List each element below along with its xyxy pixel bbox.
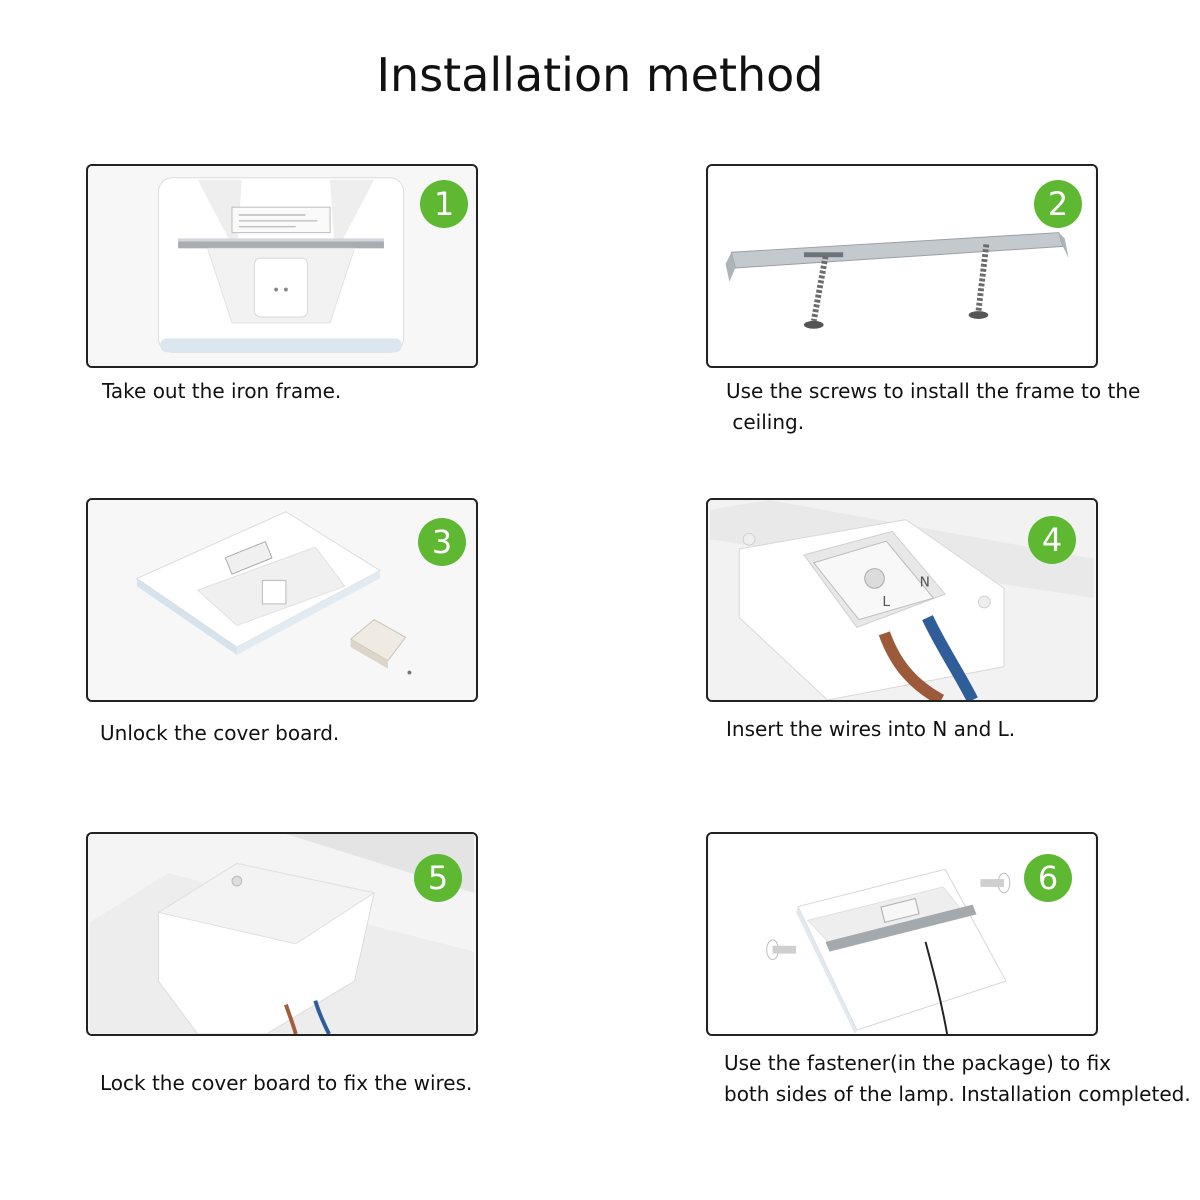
step-number-badge: 4 <box>1028 516 1076 564</box>
step-number-badge: 6 <box>1024 854 1072 902</box>
caption-line: Take out the iron frame. <box>102 379 342 403</box>
step-number-badge: 3 <box>418 518 466 566</box>
caption-line: Use the screws to install the frame to the <box>726 379 1141 403</box>
page-title: Installation method <box>376 48 824 102</box>
svg-text:N: N <box>919 574 930 591</box>
caption-line: Lock the cover board to fix the wires. <box>100 1071 473 1095</box>
caption-line: both sides of the lamp. Installation completed. <box>724 1082 1191 1106</box>
step-3-image <box>86 498 478 702</box>
step-5-image <box>86 832 478 1036</box>
lamp-back-illustration <box>88 166 476 366</box>
caption-line: Insert the wires into N and L. <box>726 717 1016 741</box>
caption-line: Use the fastener(in the package) to fix <box>724 1051 1112 1075</box>
step-4-caption <box>726 714 1015 745</box>
step-number-badge: 5 <box>414 854 462 902</box>
svg-text:L: L <box>882 593 891 610</box>
step-6-image <box>706 832 1098 1036</box>
step-1-caption <box>102 376 341 407</box>
step-2-caption <box>726 376 1140 438</box>
step-4-image <box>706 498 1098 702</box>
step-2-image <box>706 164 1098 368</box>
step-number-badge: 2 <box>1034 180 1082 228</box>
caption-line: ceiling. <box>726 410 805 434</box>
step-6-caption <box>724 1048 1191 1110</box>
step-number-badge: 1 <box>420 180 468 228</box>
lamp-cover-removed-illustration <box>88 500 476 700</box>
caption-line: Unlock the cover board. <box>100 721 340 745</box>
step-3-caption <box>100 718 339 749</box>
step-5-caption <box>100 1068 472 1099</box>
step-1-image <box>86 164 478 368</box>
